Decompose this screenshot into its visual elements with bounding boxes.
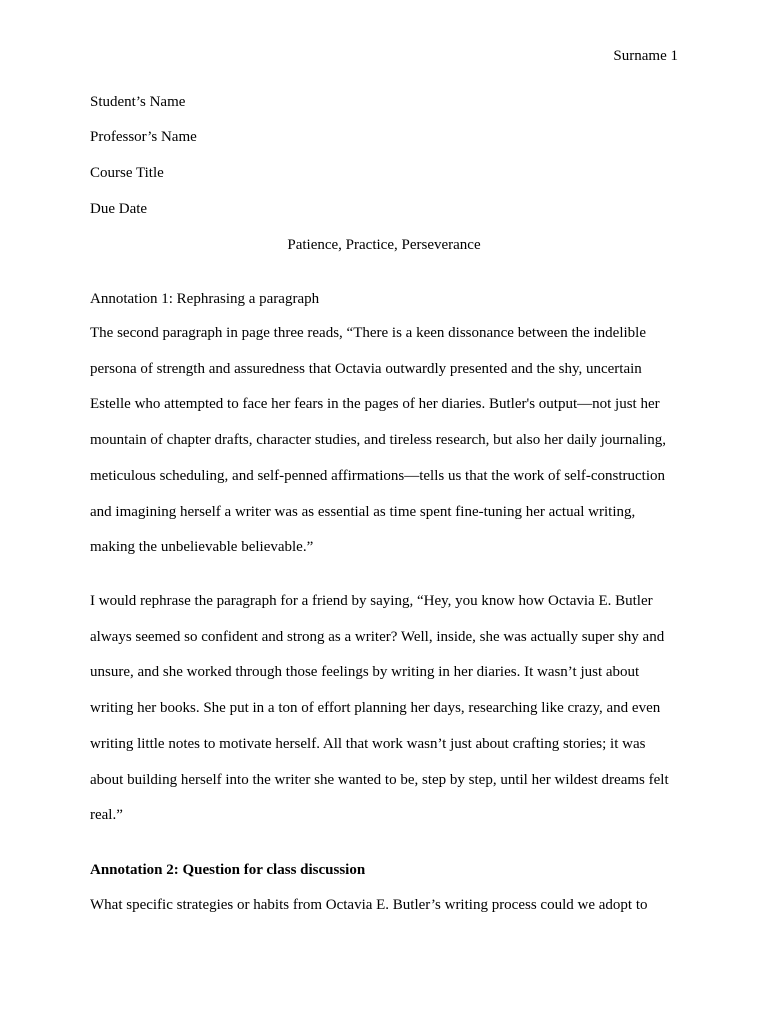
- paragraph-line: about building herself into the writer she wanted to be, step by step, until her wildest dreams felt: [90, 771, 669, 788]
- document-title: Patience, Practice, Perseverance: [287, 237, 481, 253]
- paragraph-line: What specific strategies or habits from Octavia E. Butler’s writing process could we adopt to: [90, 897, 648, 913]
- paragraph-line: unsure, and she worked through those feelings by writing in her diaries. It wasn’t just about: [90, 664, 640, 681]
- student-name: Student’s Name: [90, 94, 186, 110]
- paragraph-line: writing her books. She put in a ton of effort planning her days, researching like crazy, and even: [90, 700, 661, 717]
- annotation-1-rephrased-paragraph: [90, 584, 678, 834]
- paragraph-line: always seemed so confident and strong as a writer? Well, inside, she was actually super shy and: [90, 628, 665, 645]
- paragraph-line: Estelle who attempted to face her fears in the pages of her diaries. Butler's output—not just her: [90, 396, 660, 413]
- paragraph-line: The second paragraph in page three reads, “There is a keen dissonance between the indelible: [90, 325, 647, 341]
- paragraph-line: making the unbelievable believable.”: [90, 539, 314, 556]
- annotation-2-paragraph: [90, 888, 678, 924]
- paragraph-line: and imagining herself a writer was as essential as time spent fine-tuning her actual writing,: [90, 503, 636, 520]
- running-header: Surname 1: [613, 48, 678, 64]
- paragraph-line: real.”: [90, 807, 123, 824]
- professor-name: Professor’s Name: [90, 129, 197, 145]
- course-title: Course Title: [90, 165, 164, 181]
- annotation-1-heading: Annotation 1: Rephrasing a paragraph: [90, 291, 320, 307]
- annotation-1-quoted-paragraph: [90, 316, 678, 566]
- annotation-2-heading: Annotation 2: Question for class discussion: [90, 862, 366, 878]
- paragraph-line: persona of strength and assuredness that Octavia outwardly presented and the shy, uncertain: [90, 360, 642, 377]
- due-date: Due Date: [90, 201, 148, 217]
- paragraph-line: mountain of chapter drafts, character studies, and tireless research, but also her daily journaling,: [90, 432, 667, 449]
- paragraph-line: writing little notes to motivate herself. All that work wasn’t just about crafting stories; it was: [90, 735, 646, 752]
- paragraph-line: I would rephrase the paragraph for a friend by saying, “Hey, you know how Octavia E. Butler: [90, 593, 653, 609]
- paragraph-line: meticulous scheduling, and self-penned affirmations—tells us that the work of self-construction: [90, 467, 666, 484]
